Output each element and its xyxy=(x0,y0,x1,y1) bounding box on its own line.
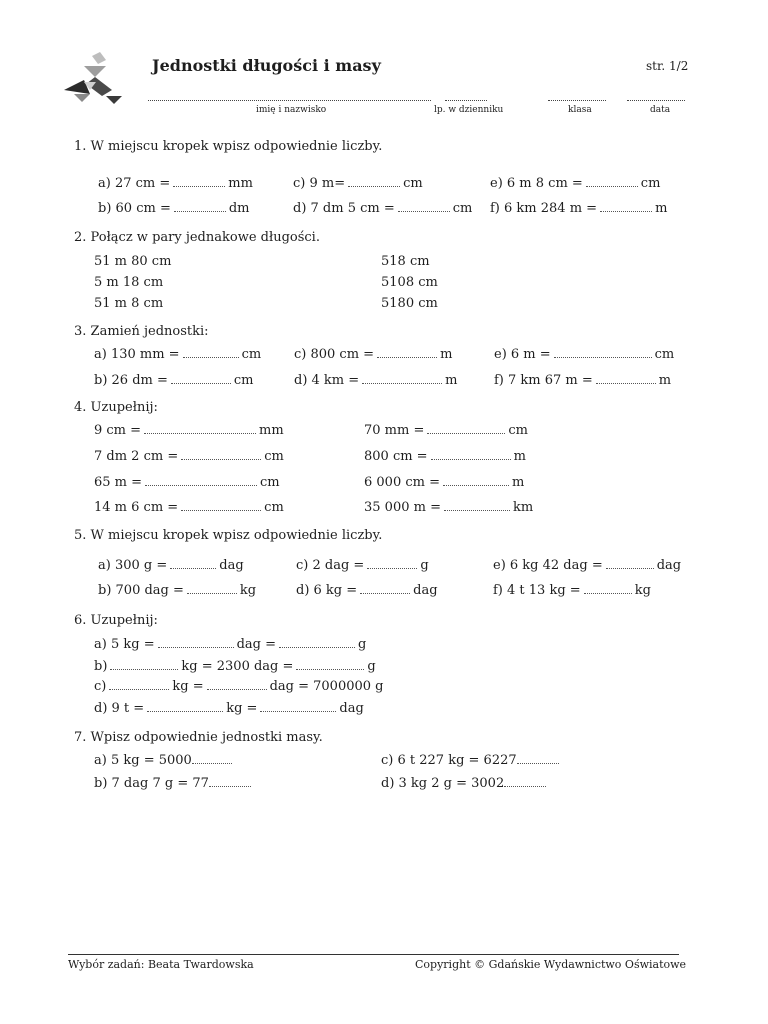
task-5-title: 5. W miejscu kropek wpisz odpowiednie liczby. xyxy=(74,528,383,543)
answer-blank[interactable] xyxy=(187,582,237,594)
task-3-item: e) 6 m = cm xyxy=(494,347,675,362)
task-5-item: a) 300 g = dag xyxy=(98,558,244,573)
task-5-item: f) 4 t 13 kg = kg xyxy=(493,583,651,598)
answer-blank[interactable] xyxy=(600,200,652,212)
footer-copyright: Copyright © Gdańskie Wydawnictwo Oświatowe xyxy=(415,958,687,971)
task-1-item: b) 60 cm = dm xyxy=(98,201,250,216)
number-field-line[interactable] xyxy=(445,92,487,101)
task-1-item: c) 9 m= cm xyxy=(293,176,423,191)
match-left-item[interactable]: 5 m 18 cm xyxy=(94,275,164,290)
task-5-item: d) 6 kg = dag xyxy=(296,583,438,598)
answer-blank[interactable] xyxy=(174,200,226,212)
footer-author: Wybór zadań: Beata Twardowska xyxy=(68,958,254,971)
answer-blank[interactable] xyxy=(596,372,656,384)
class-field-label: klasa xyxy=(568,105,592,115)
task-3-item: a) 130 mm = cm xyxy=(94,347,262,362)
task-4-item: 800 cm = m xyxy=(364,449,526,464)
task-5-item: c) 2 dag = g xyxy=(296,558,429,573)
task-6-row: b) kg = 2300 dag = g xyxy=(94,659,376,674)
page-number: str. 1/2 xyxy=(646,59,689,73)
task-4-item: 9 cm = mm xyxy=(94,423,284,438)
answer-blank[interactable] xyxy=(207,678,267,690)
tangram-logo xyxy=(62,52,126,104)
answer-blank[interactable] xyxy=(348,175,400,187)
task-2-title: 2. Połącz w pary jednakowe długości. xyxy=(74,230,320,245)
answer-blank[interactable] xyxy=(427,422,505,434)
name-field-line[interactable] xyxy=(148,92,431,101)
answer-blank[interactable] xyxy=(183,346,239,358)
answer-blank[interactable] xyxy=(171,372,231,384)
answer-blank[interactable] xyxy=(443,474,509,486)
answer-blank[interactable] xyxy=(173,175,225,187)
answer-blank[interactable] xyxy=(260,700,336,712)
task-5-item: e) 6 kg 42 dag = dag xyxy=(493,558,682,573)
task-4-item: 70 mm = cm xyxy=(364,423,528,438)
task-5-item: b) 700 dag = kg xyxy=(98,583,257,598)
task-4-item: 6 000 cm = m xyxy=(364,475,525,490)
answer-blank[interactable] xyxy=(586,175,638,187)
task-3-item: b) 26 dm = cm xyxy=(94,373,254,388)
task-1-item: a) 27 cm = mm xyxy=(98,176,253,191)
task-6-title: 6. Uzupełnij: xyxy=(74,613,158,628)
answer-blank[interactable] xyxy=(377,346,437,358)
answer-blank[interactable] xyxy=(158,636,234,648)
task-4-title: 4. Uzupełnij: xyxy=(74,400,158,415)
date-field-line[interactable] xyxy=(627,92,685,101)
page-title: Jednostki długości i masy xyxy=(152,56,381,75)
task-3-title: 3. Zamień jednostki: xyxy=(74,324,209,339)
answer-blank[interactable] xyxy=(431,448,511,460)
answer-blank[interactable] xyxy=(296,658,364,670)
class-field-line[interactable] xyxy=(548,92,606,101)
match-right-item[interactable]: 518 cm xyxy=(381,254,430,269)
answer-blank[interactable] xyxy=(517,752,559,764)
footer-divider xyxy=(68,954,679,955)
answer-blank[interactable] xyxy=(279,636,355,648)
answer-blank[interactable] xyxy=(147,700,223,712)
answer-blank[interactable] xyxy=(554,346,652,358)
answer-blank[interactable] xyxy=(504,775,546,787)
task-1-item: d) 7 dm 5 cm = cm xyxy=(293,201,473,216)
name-field-label: imię i nazwisko xyxy=(256,105,327,115)
answer-blank[interactable] xyxy=(606,557,654,569)
answer-blank[interactable] xyxy=(181,499,261,511)
task-6-row: c) kg = dag = 7000000 g xyxy=(94,679,384,694)
answer-blank[interactable] xyxy=(367,557,417,569)
answer-blank[interactable] xyxy=(192,752,232,764)
task-6-row: d) 9 t = kg = dag xyxy=(94,701,364,716)
task-3-item: c) 800 cm = m xyxy=(294,347,453,362)
match-right-item[interactable]: 5180 cm xyxy=(381,296,438,311)
task-1-item: f) 6 km 284 m = m xyxy=(490,201,668,216)
task-4-item: 7 dm 2 cm = cm xyxy=(94,449,284,464)
task-1-title: 1. W miejscu kropek wpisz odpowiednie liczby. xyxy=(74,139,383,154)
task-3-item: f) 7 km 67 m = m xyxy=(494,373,672,388)
task-4-item: 65 m = cm xyxy=(94,475,280,490)
task-7-item: d) 3 kg 2 g = 3002 xyxy=(381,775,549,791)
answer-blank[interactable] xyxy=(362,372,442,384)
match-left-item[interactable]: 51 m 8 cm xyxy=(94,296,164,311)
match-right-item[interactable]: 5108 cm xyxy=(381,275,438,290)
answer-blank[interactable] xyxy=(145,474,257,486)
answer-blank[interactable] xyxy=(109,678,169,690)
date-field-label: data xyxy=(650,105,671,115)
task-7-item: a) 5 kg = 5000 xyxy=(94,752,235,768)
answer-blank[interactable] xyxy=(584,582,632,594)
answer-blank[interactable] xyxy=(110,658,178,670)
task-4-item: 35 000 m = km xyxy=(364,500,534,515)
match-left-item[interactable]: 51 m 80 cm xyxy=(94,254,172,269)
task-7-item: c) 6 t 227 kg = 6227 xyxy=(381,752,562,768)
answer-blank[interactable] xyxy=(360,582,410,594)
answer-blank[interactable] xyxy=(398,200,450,212)
task-3-item: d) 4 km = m xyxy=(294,373,458,388)
answer-blank[interactable] xyxy=(181,448,261,460)
task-7-item: b) 7 dag 7 g = 77 xyxy=(94,775,254,791)
task-7-title: 7. Wpisz odpowiednie jednostki masy. xyxy=(74,730,323,745)
number-field-label: lp. w dzienniku xyxy=(434,105,504,115)
answer-blank[interactable] xyxy=(144,422,256,434)
answer-blank[interactable] xyxy=(444,499,510,511)
answer-blank[interactable] xyxy=(170,557,216,569)
task-6-row: a) 5 kg = dag = g xyxy=(94,637,367,652)
task-1-item: e) 6 m 8 cm = cm xyxy=(490,176,661,191)
answer-blank[interactable] xyxy=(209,775,251,787)
task-4-item: 14 m 6 cm = cm xyxy=(94,500,284,515)
